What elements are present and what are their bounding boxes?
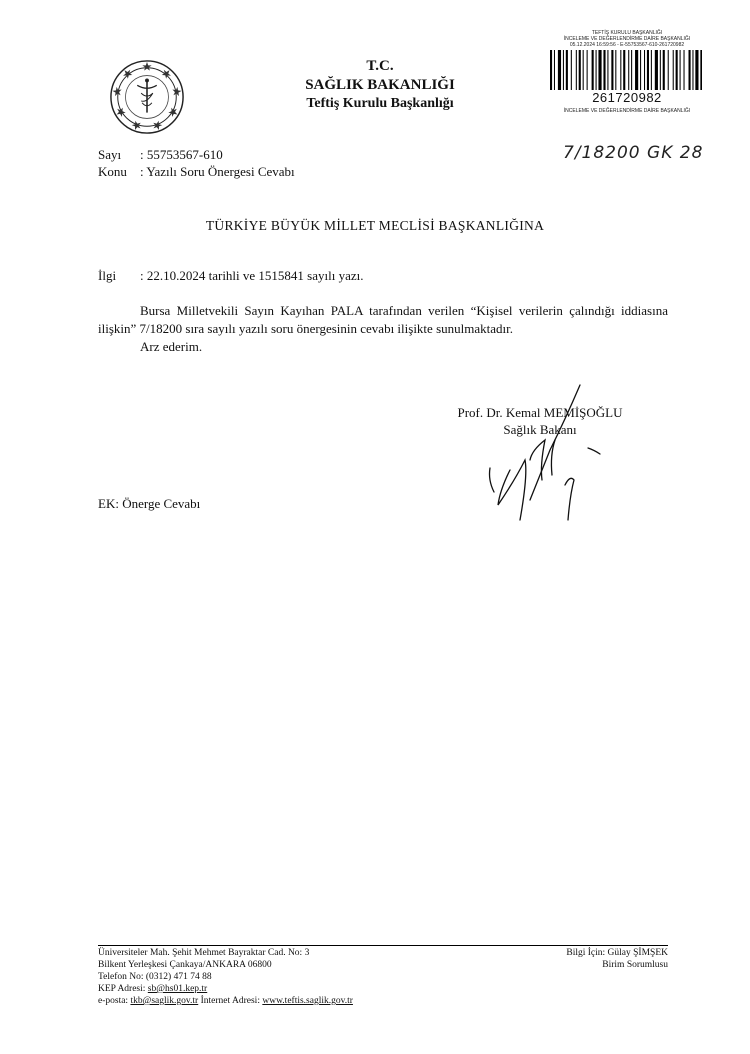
barcode-number: 261720982 — [592, 90, 662, 105]
kep-label: KEP Adresi: — [98, 984, 148, 994]
attachment-note: EK: Önerge Cevabı — [98, 496, 201, 511]
kep-link[interactable]: sb@hs01.kep.tr — [147, 984, 208, 994]
sayi-value: : 55753567-610 — [140, 147, 223, 162]
konu-label: Konu — [98, 164, 127, 179]
footer-contact — [98, 947, 478, 1007]
footer-address-2: Bilkent Yerleşkesi Çankaya/ANKARA 06800 — [98, 960, 272, 970]
footer-divider — [98, 945, 668, 946]
stamp-footer: İNCELEME VE DEĞERLENDİRME DAİRE BAŞKANLIĞI — [563, 108, 691, 114]
konu-line — [98, 164, 295, 180]
barcode-image — [550, 50, 702, 90]
info-role: Birim Sorumlusu — [602, 960, 668, 970]
stamp-line-3: 05.12.2024 16:59:56 - E-55753567-610-261720982 — [569, 42, 685, 48]
ilgi-value: : 22.10.2024 tarihli ve 1515841 sayılı yazı. — [140, 268, 364, 283]
addressee: TÜRKİYE BÜYÜK MİLLET MECLİSİ BAŞKANLIĞINA — [205, 218, 545, 233]
sayi-label: Sayı — [98, 147, 122, 162]
signatory-name: Prof. Dr. Kemal MEMİŞOĞLU — [457, 405, 623, 420]
header-tc: T.C. — [366, 58, 394, 74]
body-paragraph: Bursa Milletvekili Sayın Kayıhan PALA tarafından verilen “Kişisel verilerin çalındığı iddiasına ilişkin” 7/18200 sıra sayılı yazılı soru önergesinin cevabı ilişikte sunulmaktadır. — [98, 303, 668, 336]
email-label: e-posta: — [98, 996, 131, 1006]
footer-address-1: Üniversiteler Mah. Şehit Mehmet Bayraktar Cad. No: 3 — [98, 948, 310, 958]
stamp-line-1: TEFTİŞ KURULU BAŞKANLIĞI — [591, 30, 663, 36]
ilgi-line — [98, 268, 364, 284]
footer-kep-line — [98, 983, 478, 995]
ilgi-label: İlgi — [98, 268, 117, 283]
header-department: Teftiş Kurulu Başkanlığı — [306, 96, 454, 111]
email-link[interactable]: tkb@saglik.gov.tr — [130, 996, 199, 1006]
web-link[interactable]: www.teftis.saglik.gov.tr — [262, 996, 353, 1006]
footer-email-line — [98, 995, 478, 1007]
handwritten-signature — [470, 380, 610, 530]
sayi-line — [98, 147, 223, 163]
web-label: İnternet Adresi: — [198, 996, 263, 1006]
header-ministry: SAĞLIK BAKANLIĞI — [305, 77, 455, 93]
info-contact: Bilgi İçin: Gülay ŞİMŞEK — [566, 948, 668, 958]
barcode-stamp — [544, 28, 710, 122]
signatory-title: Sağlık Bakanı — [503, 422, 577, 437]
footer-info — [500, 947, 668, 971]
letter-body — [98, 302, 668, 356]
konu-value: : Yazılı Soru Önergesi Cevabı — [140, 164, 295, 179]
handwritten-note: 7/18200 GK 28 — [563, 143, 704, 163]
body-closing: Arz ederim. — [140, 339, 203, 354]
stamp-line-2: İNCELEME VE DEĞERLENDİRME DAİRE BAŞKANLIĞI — [563, 36, 691, 42]
ministry-seal-logo — [108, 58, 186, 136]
footer-phone: Telefon No: (0312) 471 74 88 — [98, 972, 212, 982]
